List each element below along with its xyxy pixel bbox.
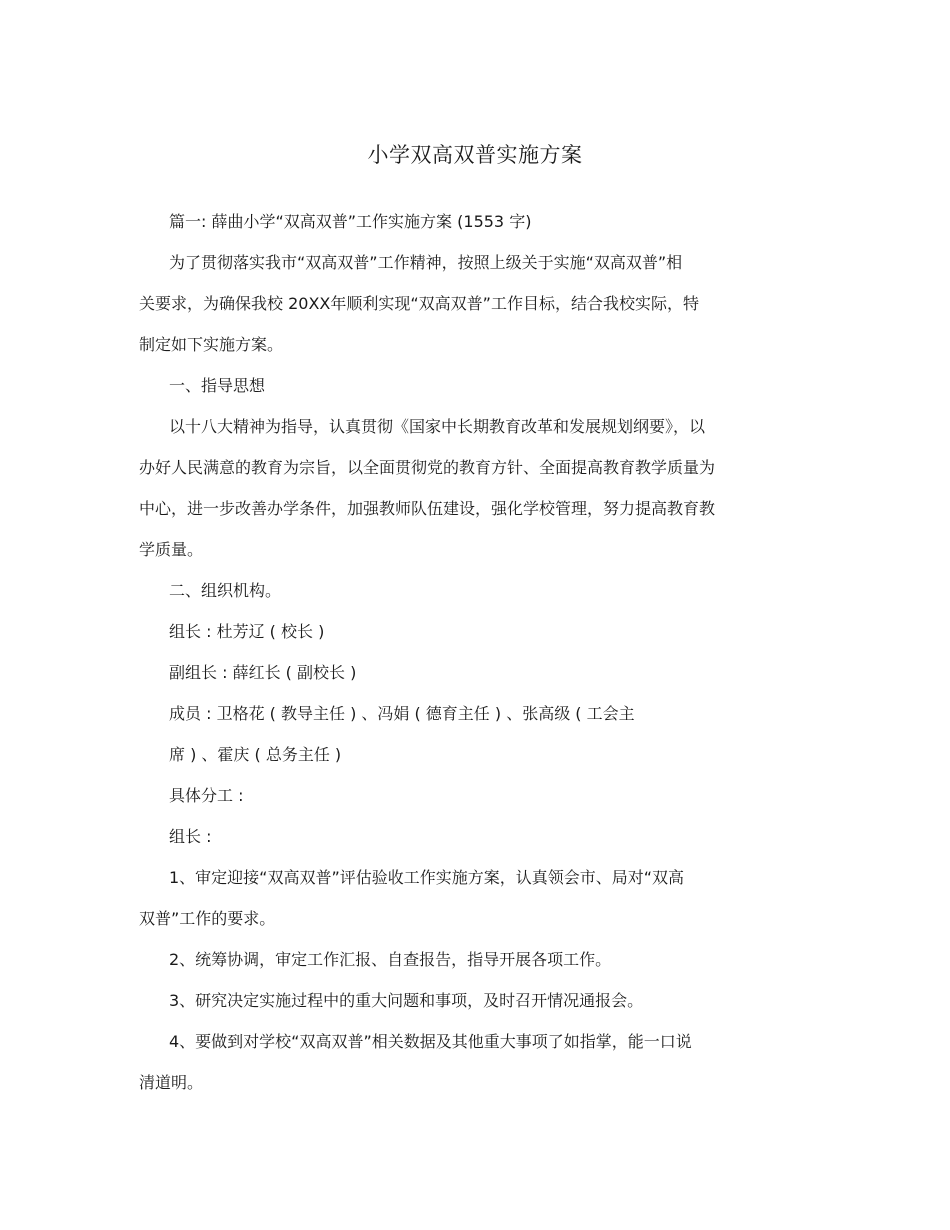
text-line: 3、研究决定实施过程中的重大问题和事项，及时召开情况通报会。 [169, 991, 644, 1010]
text-line: 一、指导思想 [169, 376, 266, 395]
text-line: 二、组织机构。 [169, 581, 282, 600]
text-line: 2、统筹协调，审定工作汇报、自查报告，指导开展各项工作。 [169, 950, 612, 969]
text-line: 中心，进一步改善办学条件，加强教师队伍建设，强化学校管理，努力提高教育教 [139, 499, 716, 518]
text-line: 以十八大精神为指导，认真贯彻《国家中长期教育改革和发展规划纲要》，以 [169, 417, 706, 436]
text-line: 成员 : 卫格花 ( 教导主任 ) 、冯娟 ( 德育主任 ) 、张高级 ( 工会主 [169, 704, 635, 723]
text-line: 学质量。 [139, 540, 204, 559]
text-line: 组长 : [169, 827, 212, 846]
text-line: 清道明。 [139, 1073, 204, 1092]
document-body [139, 201, 779, 1103]
document-title: 小学双高双普实施方案 [367, 143, 583, 167]
text-line: 具体分工 : [169, 786, 244, 805]
text-line: 篇一: 薛曲小学“双高双普”工作实施方案 (1553 字) [169, 212, 532, 231]
text-line: 办好人民满意的教育为宗旨，以全面贯彻党的教育方针、全面提高教育教学质量为 [139, 458, 716, 477]
text-line: 组长 : 杜芳辽 ( 校长 ) [169, 622, 325, 641]
text-line: 为了贯彻落实我市“双高双普”工作精神，按照上级关于实施“双高双普”相 [169, 253, 683, 272]
text-line: 4、要做到对学校“双高双普”相关数据及其他重大事项了如指掌，能一口说 [169, 1032, 692, 1051]
text-line: 关要求，为确保我校 20XX年顺利实现“双高双普”工作目标，结合我校实际，特 [139, 294, 699, 313]
text-line: 双普”工作的要求。 [139, 909, 276, 928]
text-line: 1、审定迎接“双高双普”评估验收工作实施方案，认真领会市、局对“双高 [169, 868, 685, 887]
text-line: 制定如下实施方案。 [139, 335, 284, 354]
text-line: 席 ) 、霍庆 ( 总务主任 ) [169, 745, 342, 764]
text-line: 副组长 : 薛红长 ( 副校长 ) [169, 663, 357, 682]
